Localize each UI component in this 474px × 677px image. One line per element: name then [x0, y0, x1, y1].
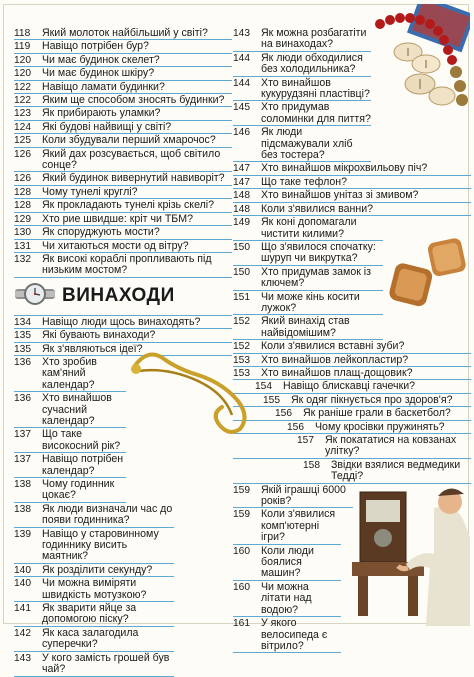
entry-question: У кого замість грошей був чай? — [42, 651, 170, 676]
page-number: 144 — [233, 52, 250, 64]
toc-entry — [233, 216, 383, 241]
entry-question: Як можна розбагатіти на винаходах? — [261, 27, 367, 51]
page-number: 147 — [233, 176, 250, 188]
toc-entry — [14, 94, 232, 107]
entry-question: Коли з'явилися вставні зуби? — [261, 340, 405, 353]
toc-entry — [233, 421, 471, 434]
toc-entry — [233, 203, 471, 216]
entry-question: Чи можна виміряти швидкість мотузкою? — [42, 577, 147, 601]
toast-illustration — [386, 232, 472, 312]
entry-question: Навіщо потрібен календар? — [42, 453, 124, 477]
toc-entry — [233, 77, 371, 102]
entry-question: Як покататися на ковзанах улітку? — [325, 434, 457, 458]
entry-question: Коли збудували перший хмарочос? — [42, 134, 216, 147]
entry-question: Як коні допомагали чистити килими? — [261, 216, 357, 240]
page-number: 124 — [14, 121, 31, 133]
entry-question: Хто придумав замок із ключем? — [261, 265, 371, 290]
page-number: 141 — [14, 603, 31, 615]
toc-entry — [14, 503, 174, 528]
toc-entry — [233, 189, 471, 202]
entry-question: Навіщо люди щось винаходять? — [42, 315, 201, 328]
toc-entry — [233, 101, 371, 126]
page-number: 149 — [233, 217, 250, 229]
page-number: 122 — [14, 95, 31, 107]
page-number: 160 — [233, 581, 250, 593]
toc-entry — [233, 617, 341, 653]
entry-question: Навіщо у старовинному годиннику висить маятник? — [42, 527, 159, 563]
page-number: 155 — [263, 394, 280, 406]
page-number: 144 — [233, 77, 250, 89]
toc-entry — [233, 354, 471, 367]
entry-question: Хто винайшов мікрохвильову піч? — [261, 162, 428, 175]
entry-question: Як високі кораблі пропливають під низьким мостом? — [42, 252, 212, 277]
toc-entry — [233, 484, 353, 509]
entry-question: Чи має будинок шкіру? — [42, 67, 155, 80]
entry-question: Якій іграшці 6000 років? — [261, 483, 346, 508]
entry-question: Хто винайшов плащ-дощовик? — [261, 366, 413, 379]
page-number: 120 — [14, 54, 31, 66]
toc-entry — [14, 134, 232, 147]
page-number: 157 — [297, 435, 314, 446]
page-number: 137 — [14, 429, 31, 441]
page-number: 131 — [14, 240, 31, 252]
toc-entry — [233, 508, 341, 544]
entry-question: Як з'являються ідеї? — [42, 342, 143, 355]
toc-entry — [233, 367, 471, 380]
toc-list-stepped — [233, 380, 471, 483]
toc-entry — [233, 434, 471, 459]
toc-entry — [14, 253, 232, 278]
toc-entry — [14, 40, 232, 53]
entry-question: Чи хитаються мости од вітру? — [42, 239, 189, 252]
entry-question: Як прокладають тунелі крізь скелі? — [42, 199, 215, 212]
entry-question: Який молоток найбільший у світі? — [42, 27, 208, 39]
page-number: 135 — [14, 343, 31, 355]
watch-icon — [14, 279, 56, 314]
toc-entry — [14, 392, 126, 428]
toc-entry — [233, 241, 383, 266]
page-number: 132 — [14, 253, 31, 265]
toc-entry — [233, 407, 471, 420]
entry-question: Хто винайшов сучасний календар? — [42, 392, 112, 427]
page-number: 138 — [14, 503, 31, 515]
toc-entry — [233, 340, 471, 353]
entry-question: Як одяг пікнується про здоров'я? — [291, 393, 453, 406]
toc-entry — [14, 186, 232, 199]
page-number: 136 — [14, 356, 31, 368]
page-number: 158 — [303, 459, 320, 471]
page-number: 156 — [275, 408, 292, 420]
page-number: 120 — [14, 68, 31, 80]
page-number: 148 — [233, 203, 250, 215]
toc-entry — [14, 428, 126, 453]
entry-question: Що таке високосний рік? — [42, 428, 121, 452]
page-number: 130 — [14, 227, 31, 239]
section-header-inventions — [14, 278, 232, 316]
toc-list-construction — [14, 27, 232, 278]
page-number: 152 — [233, 341, 250, 353]
toc-entry — [14, 172, 232, 185]
entry-question: Яким ще способом зносять будинки? — [42, 94, 225, 107]
entry-question: Хто рие швидше: кріт чи ТБМ? — [42, 212, 193, 225]
toc-entry — [233, 394, 471, 407]
entry-question: Чому кросівки пружинять? — [315, 420, 445, 433]
toc-entry — [14, 652, 174, 677]
toc-entry — [14, 199, 232, 212]
toc-entry — [14, 478, 126, 503]
entry-question: Чи має будинок скелет? — [42, 53, 160, 66]
toc-entry — [14, 602, 174, 627]
toc-entry — [14, 27, 232, 40]
page-number: 139 — [14, 528, 31, 540]
entry-question: Чи може кінь косити лужок? — [261, 290, 360, 314]
page-number: 147 — [233, 163, 250, 175]
toc-entry — [233, 176, 471, 189]
entry-question: Хто зробив кам'яний календар? — [42, 355, 97, 391]
page-number: 160 — [233, 545, 250, 557]
entry-question: Чому тунелі круглі? — [42, 185, 138, 198]
toc-entry — [14, 577, 174, 602]
page-number: 153 — [233, 367, 250, 379]
page-number: 161 — [233, 618, 250, 630]
entry-question: Хто придумав соломинки для пиття? — [261, 101, 371, 125]
page-number: 151 — [233, 291, 250, 303]
page-number: 154 — [255, 381, 272, 393]
page-number: 125 — [14, 135, 31, 147]
toc-entry — [233, 162, 471, 175]
toc-entry — [233, 380, 471, 393]
page-number: 123 — [14, 108, 31, 120]
toc-entry — [14, 316, 232, 329]
page-number: 140 — [14, 564, 31, 576]
page-number: 129 — [14, 213, 31, 225]
toc-entry — [233, 266, 383, 291]
page-number: 126 — [14, 173, 31, 185]
entry-question: Який будинок вивернутий навиворіт? — [42, 172, 225, 185]
entry-question: Хто винайшов лейкопластир? — [261, 353, 409, 366]
safety-pin-illustration — [128, 337, 258, 437]
entry-question: Коли з'явилися комп'ютерні ігри? — [261, 508, 336, 544]
toc-entry — [14, 564, 174, 577]
page-number: 150 — [233, 241, 250, 253]
page-number: 143 — [14, 652, 31, 664]
page-number: 135 — [14, 330, 31, 342]
entry-question: Чому годинник цокає? — [42, 478, 115, 502]
page-number: 159 — [233, 509, 250, 521]
entry-question: Як люди підсмажували хліб без тостера? — [261, 126, 353, 162]
section-title: ВИНАХОДИ — [62, 285, 175, 307]
page-number: 134 — [14, 316, 31, 328]
entry-question: Який дах розсувається, щоб світило сонце? — [42, 147, 221, 172]
page-number: 126 — [14, 148, 31, 160]
entry-question: Коли люди боялися машин? — [261, 544, 314, 580]
entry-question: Що таке тефлон? — [261, 175, 348, 188]
entry-question: Навіщо блискавці гачечки? — [283, 380, 416, 393]
page-number: 142 — [14, 627, 31, 639]
page-number: 150 — [233, 266, 250, 278]
entry-question: Звідки взялися ведмедики Тедді? — [331, 458, 461, 483]
page-number: 140 — [14, 578, 31, 590]
entry-question: Який винахід став найвідомішим? — [261, 315, 350, 339]
toc-entry — [233, 545, 341, 581]
toc-entry — [14, 240, 232, 253]
page-number: 128 — [14, 186, 31, 198]
entry-question: Як розділити секунду? — [42, 563, 153, 576]
toc-entry — [14, 67, 232, 80]
page-number: 148 — [233, 190, 250, 202]
entry-question: Як люди визначали час до появи годинника? — [42, 502, 173, 527]
entry-question: Як каса залагодила суперечки? — [42, 626, 139, 651]
page-number: 137 — [14, 454, 31, 466]
toc-entry — [233, 27, 371, 52]
toc-entry — [233, 126, 371, 162]
toc-entry — [14, 107, 232, 120]
early-computer-illustration — [348, 478, 470, 626]
page-number: 128 — [14, 200, 31, 212]
toc-entry — [233, 52, 371, 77]
page-number: 143 — [233, 28, 250, 39]
entry-question: Як прибирають уламки? — [42, 107, 161, 120]
entry-question: Навіщо ламати будинки? — [42, 80, 165, 93]
page-number: 136 — [14, 393, 31, 405]
entry-question: Хто винайшов унітаз зі змивом? — [261, 189, 419, 202]
entry-question: Хто винайшов кукурудзяні пластівці? — [261, 76, 370, 101]
toc-entry — [14, 356, 126, 392]
toc-entry — [14, 121, 232, 134]
entry-question: Як раніше грали в баскетбол? — [303, 407, 451, 420]
entry-question: У якого велосипеда є вітрило? — [261, 617, 328, 652]
entry-question: Що з'явилося спочатку: шуруп чи викрутка? — [261, 240, 376, 265]
toc-entry — [233, 581, 341, 617]
toc-entry — [14, 627, 174, 652]
page-number: 152 — [233, 316, 250, 328]
shells-and-beads-illustration — [372, 4, 470, 124]
entry-question: Навіщо потрібен бур? — [42, 40, 149, 53]
toc-entry — [14, 54, 232, 67]
toc-entry — [14, 453, 126, 478]
toc-entry — [14, 226, 232, 239]
entry-question: Чи можна літати над водою? — [261, 580, 312, 616]
page-number: 159 — [233, 484, 250, 496]
entry-question: Які будові найвищі у світі? — [42, 120, 172, 133]
page-number: 122 — [14, 81, 31, 93]
toc-entry — [14, 528, 174, 564]
page-number: 145 — [233, 102, 250, 114]
page-number: 118 — [14, 28, 31, 39]
page-number: 119 — [14, 41, 31, 53]
toc-entry — [14, 213, 232, 226]
entry-question: Як люди обходилися без холодильника? — [261, 51, 363, 76]
toc-entry — [233, 291, 383, 316]
entry-question: Які бувають винаходи? — [42, 329, 156, 342]
entry-question: Як споруджують мости? — [42, 226, 160, 239]
page-number: 138 — [14, 479, 31, 490]
toc-entry — [14, 148, 232, 173]
page-number: 146 — [233, 127, 250, 139]
page-number: 156 — [287, 421, 304, 433]
page-number: 153 — [233, 354, 250, 366]
entry-question: Коли з'явилися ванни? — [261, 202, 374, 215]
entry-question: Як зварити яйце за допомогою піску? — [42, 602, 137, 626]
toc-entry — [14, 81, 232, 94]
